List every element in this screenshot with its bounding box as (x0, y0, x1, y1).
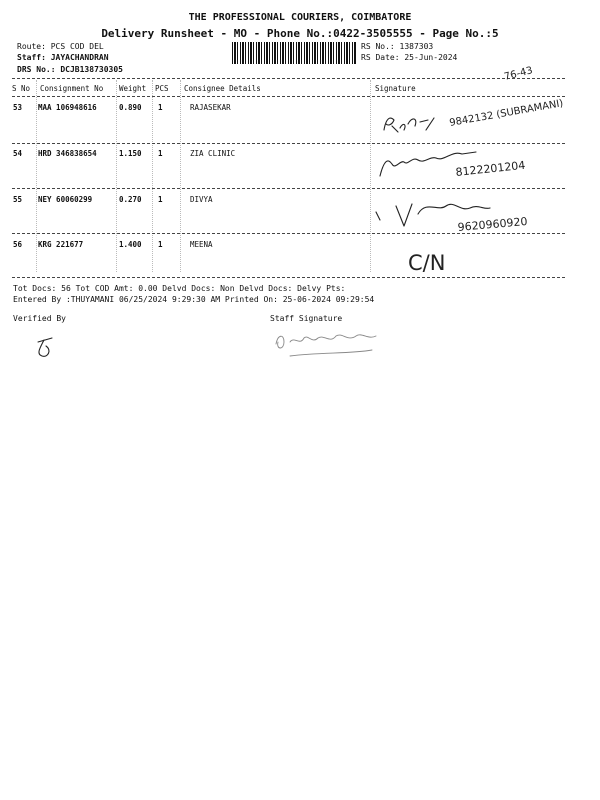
signature-53-text: 9842132 (SUBRAMANI) (448, 98, 565, 129)
column-header-consignee: Consignee Details (184, 84, 261, 93)
document-subtitle: Delivery Runsheet - MO - Phone No.:0422-3505555 - Page No.:5 (101, 27, 499, 40)
staff-signature-scribble (276, 335, 376, 348)
column-header-weight: Weight (119, 84, 147, 93)
totals-line: Tot Docs: 56 Tot COD Amt: 0.00 Delvd Docs: Non Delvd Docs: Delvy Pts: (13, 284, 346, 293)
row-pcs: 1 (158, 103, 163, 112)
verified-by-label: Verified By (13, 314, 66, 323)
row-consignee: RAJASEKAR (190, 103, 231, 112)
row-sno: 54 (13, 149, 23, 158)
column-header-consignment: Consignment No (40, 84, 104, 93)
signature-56-text: C/N (408, 251, 446, 275)
verified-scribble (38, 338, 52, 356)
route-label: Route: PCS COD DEL (17, 42, 104, 51)
row-consignment: NEY 60060299 (38, 195, 93, 204)
drs-number: DRS No.: DCJB138730305 (17, 65, 123, 74)
signature-54-text: 8122201204 (454, 158, 526, 179)
rs-number: RS No.: 1387303 (361, 42, 434, 51)
column-header-signature: Signature (375, 84, 416, 93)
row-pcs: 1 (158, 195, 163, 204)
staff-label: Staff: JAYACHANDRAN (17, 53, 109, 62)
row-sno: 53 (13, 103, 23, 112)
entered-by-line: Entered By :THUYAMANI 06/25/2024 9:29:30 AM Printed On: 25-06-2024 09:29:54 (13, 295, 375, 304)
row-pcs: 1 (158, 240, 163, 249)
row-weight: 0.890 (119, 103, 142, 112)
document-title: THE PROFESSIONAL COURIERS, COIMBATORE (188, 12, 412, 23)
row-consignee: DIVYA (190, 195, 213, 204)
row-sno: 55 (13, 195, 23, 204)
row-pcs: 1 (158, 149, 163, 158)
signature-55-text: 9620960920 (457, 214, 528, 234)
row-consignment: KRG 221677 (38, 240, 84, 249)
row-consignee: ZIA CLINIC (190, 149, 236, 158)
staff-signature-underline (290, 350, 372, 356)
row-weight: 1.400 (119, 240, 142, 249)
row-weight: 0.270 (119, 195, 142, 204)
signature-53-strokes (384, 118, 434, 132)
staff-signature-label: Staff Signature (270, 314, 343, 323)
row-consignment: MAA 106948616 (38, 103, 97, 112)
column-header-sno: S No (12, 84, 31, 93)
row-consignment: HRD 346838654 (38, 149, 97, 158)
column-header-pcs: PCS (155, 84, 169, 93)
row-sno: 56 (13, 240, 23, 249)
row-weight: 1.150 (119, 149, 142, 158)
rs-date: RS Date: 25-Jun-2024 (361, 53, 458, 62)
header-scribble: 76-43 (503, 65, 534, 83)
row-consignee: MEENA (190, 240, 213, 249)
